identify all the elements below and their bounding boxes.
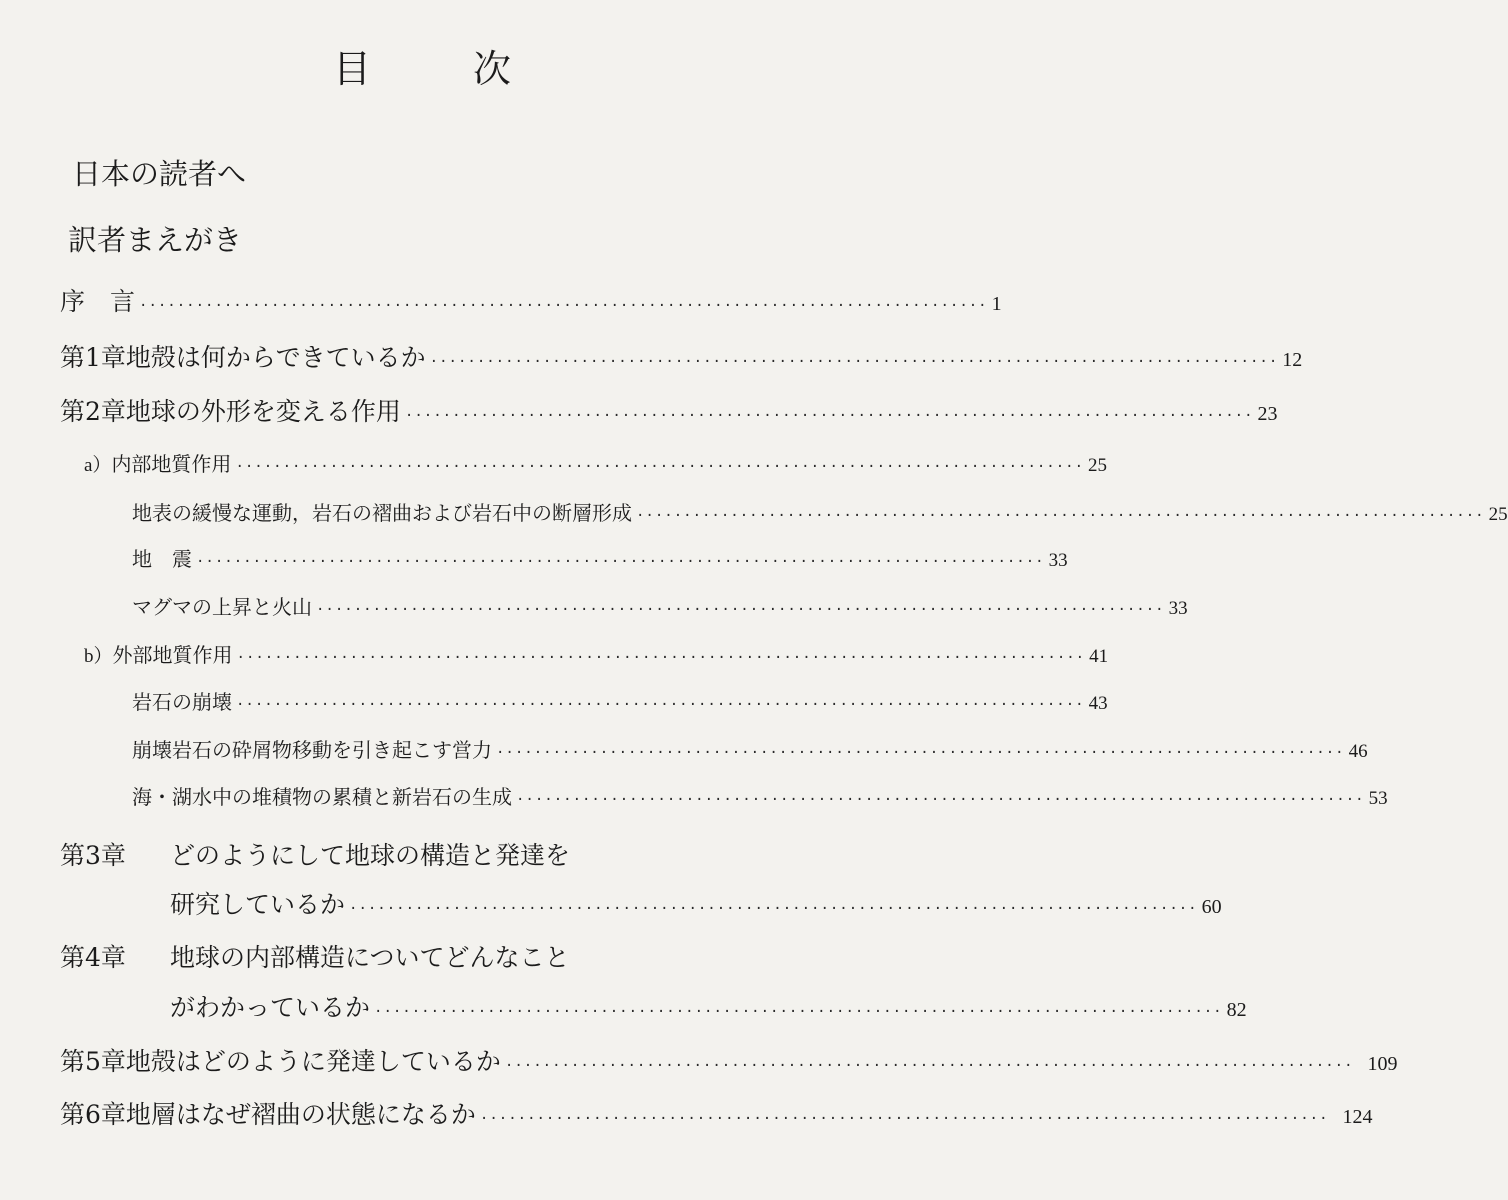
section-label: a） <box>84 455 112 476</box>
chapter-label: 第3章 <box>60 841 126 870</box>
toc-page-number: 23 <box>1257 403 1278 425</box>
dot-leader: ·························································································· <box>349 901 1198 917</box>
toc-page-number: 82 <box>1226 999 1247 1021</box>
subsection-title: 崩壊岩石の砕屑物移動を引き起こす営力 <box>132 738 492 762</box>
subsection-title: 地 震 <box>132 547 192 571</box>
page-title <box>0 38 846 93</box>
chapter-title: 地球の内部構造についてどんなこと <box>170 943 570 972</box>
section-title: 内部地質作用 <box>111 452 232 476</box>
toc-page-number: 12 <box>1282 349 1303 371</box>
dot-leader: ·························································································· <box>516 792 1365 808</box>
toc-row-subsection <box>132 734 1368 763</box>
chapter-title-continued: 研究しているか <box>170 890 346 919</box>
chapter-title: 地球の外形を変える作用 <box>125 397 401 426</box>
toc-page-number: 109 <box>1367 1053 1398 1075</box>
toc-page-number: 41 <box>1089 646 1109 667</box>
dot-leader: ·························································································· <box>429 354 1279 370</box>
toc-row-ch6 <box>60 1095 1373 1131</box>
toc-page-number: 25 <box>1088 455 1108 476</box>
toc-row-ch3-line1 <box>60 836 570 872</box>
dot-leader: ·························································································· <box>496 745 1345 761</box>
dot-leader: ·························································································· <box>404 408 1254 424</box>
toc-row-subsection <box>132 543 1068 572</box>
chapter-label: 第4章 <box>60 943 126 972</box>
dot-leader: ·························································································· <box>236 697 1085 713</box>
toc-page-number: 124 <box>1342 1106 1373 1128</box>
toc-row-ch4-line1 <box>60 938 570 974</box>
dot-leader: ·························································································· <box>139 298 988 314</box>
front-matter-readers: 日本の読者へ <box>72 157 247 191</box>
toc-row-subsection <box>132 497 1508 526</box>
title-char-1: 目 <box>332 47 373 91</box>
toc-preface-label: 序 言 <box>60 287 136 316</box>
toc-page-number: 53 <box>1368 788 1388 809</box>
toc-row-preface <box>60 282 1002 318</box>
toc-row-section-a <box>84 448 1108 477</box>
dot-leader: ·························································································· <box>236 650 1086 666</box>
title-char-2: 次 <box>473 47 514 91</box>
chapter-title: 地殻はどのように発達しているか <box>125 1047 501 1076</box>
toc-page-number: 33 <box>1168 598 1188 619</box>
toc-row-ch2 <box>60 392 1278 428</box>
toc-row-section-b <box>84 639 1109 668</box>
section-label: b） <box>84 646 113 667</box>
chapter-title: 地殻は何からできているか <box>125 343 426 372</box>
toc-row-ch1 <box>60 338 1303 374</box>
toc-row-ch4-line2 <box>170 988 1247 1024</box>
toc-page-number: 33 <box>1048 550 1068 571</box>
dot-leader: ·························································································· <box>479 1111 1329 1127</box>
chapter-title: どのようにして地球の構造と発達を <box>170 841 571 870</box>
front-matter-translator: 訳者まえがき <box>68 223 243 257</box>
dot-leader: ·························································································· <box>636 508 1485 524</box>
toc-row-subsection <box>132 686 1108 715</box>
toc-row-ch3-line2 <box>170 885 1222 921</box>
chapter-title: 地層はなぜ褶曲の状態になるか <box>125 1100 476 1129</box>
dot-leader: ·························································································· <box>374 1004 1223 1020</box>
toc-page-number: 1 <box>991 293 1002 315</box>
toc-page-number: 60 <box>1201 896 1222 918</box>
dot-leader: ·························································································· <box>504 1058 1354 1074</box>
chapter-label: 第5章 <box>60 1047 126 1076</box>
chapter-title-continued: がわかっているか <box>170 993 371 1022</box>
chapter-label: 第2章 <box>60 397 126 426</box>
toc-row-ch5 <box>60 1042 1398 1078</box>
section-title: 外部地質作用 <box>112 643 233 667</box>
dot-leader: ·························································································· <box>196 554 1045 570</box>
dot-leader: ·························································································· <box>235 459 1085 475</box>
subsection-title: マグマの上昇と火山 <box>132 595 312 619</box>
toc-row-subsection <box>132 591 1188 620</box>
subsection-title: 岩石の崩壊 <box>132 690 232 714</box>
toc-page-number: 46 <box>1348 741 1368 762</box>
chapter-label: 第1章 <box>60 343 126 372</box>
toc-page-number: 25 <box>1488 504 1508 525</box>
toc-row-subsection <box>132 781 1388 810</box>
subsection-title: 海・湖水中の堆積物の累積と新岩石の生成 <box>132 785 512 809</box>
subsection-title: 地表の緩慢な運動，岩石の褶曲および岩石中の断層形成 <box>132 501 632 525</box>
chapter-label: 第6章 <box>60 1100 126 1129</box>
dot-leader: ·························································································· <box>316 602 1165 618</box>
toc-page-number: 43 <box>1088 693 1108 714</box>
